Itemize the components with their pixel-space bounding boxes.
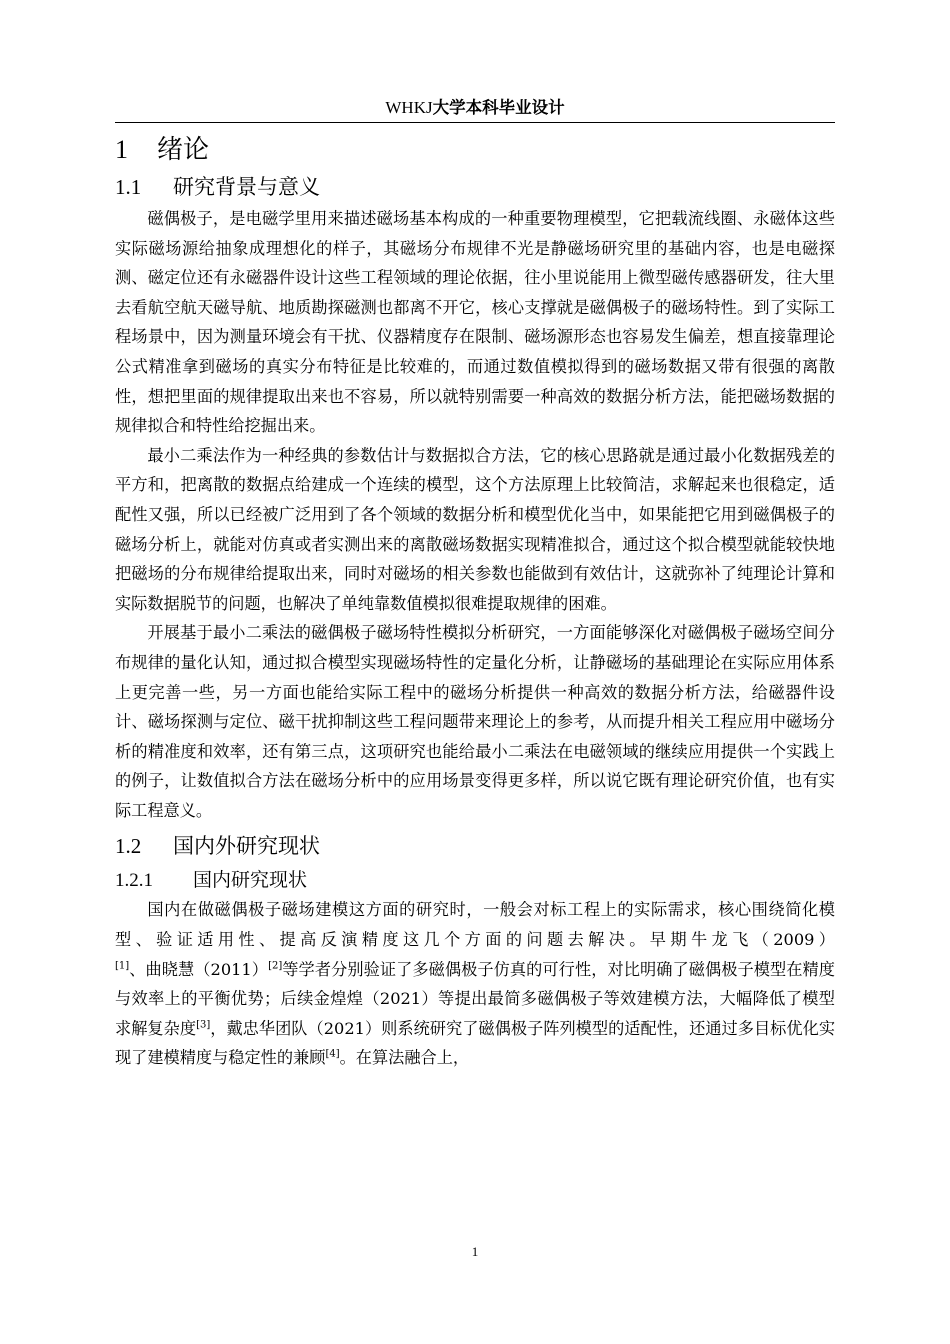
header-title: 大学本科毕业设计	[432, 98, 565, 117]
paragraph-domestic-research	[115, 895, 835, 1073]
section-title: 研究背景与意义	[173, 175, 320, 199]
citation: [1]	[115, 960, 130, 972]
section-heading-1-2	[115, 831, 835, 861]
text-run: 国内在做磁偶极子磁场建模这方面的研究时，一般会对标工程上的实际需求，核心围绕简化模型、验证适用性、提高反演精度这几个方面的问题去解决。早期牛龙飞（2009）	[115, 900, 835, 950]
page-number: 1	[471, 1244, 479, 1259]
chapter-number: 1	[115, 135, 128, 164]
chapter-title: 绪论	[157, 135, 210, 165]
section-number: 1.1	[115, 175, 142, 199]
text-run: 、曲晓慧（2011）	[129, 959, 269, 979]
paragraph-least-squares: 最小二乘法作为一种经典的参数估计与数据拟合方法，它的核心思路就是通过最小化数据残差的平方和，把离散的数据点给建成一个连续的模型，这个方法原理上比较简洁，求解起来也很稳定，适配性又强，所以已经被广泛用到了各个领域的数据分析和模型优化当中，如果能把它用到磁偶极子的磁场分析上，就能对仿真或者实测出来的离散磁场数据实现精准拟合，通过这个拟合模型就能较快地把磁场的分布规律给提取出来，同时对磁场的相关参数也能做到有效估计，这就弥补了纯理论计算和实际数据脱节的问题，也解决了单纯靠数值模拟很难提取规律的困难。	[115, 445, 835, 613]
chapter-heading	[115, 130, 835, 170]
paragraph-background: 磁偶极子，是电磁学里用来描述磁场基本构成的一种重要物理模型，它把载流线圈、永磁体这些实际磁场源给抽象成理想化的样子，其磁场分布规律不光是静磁场研究里的基础内容，也是电磁探测、磁定位还有永磁器件设计这些工程领域的理论依据，往小里说能用上微型磁传感器研发，往大里去看航空航天磁导航、地质勘探磁测也都离不开它，核心支撑就是磁偶极子的磁场特性。到了实际工程场景中，因为测量环境会有干扰、仪器精度存在限制、磁场源形态也容易发生偏差，想直接靠理论公式精准拿到磁场的真实分布特征是比较难的，而通过数值模拟得到的磁场数据又带有很强的离散性，想把里面的规律提取出来也不容易，所以就特别需要一种高效的数据分析方法，能把磁场数据的规律拟合和特性给挖掘出来。	[115, 209, 835, 436]
body-content	[115, 128, 835, 1073]
section-number: 1.2	[115, 834, 142, 859]
paragraph-significance: 开展基于最小二乘法的磁偶极子磁场特性模拟分析研究，一方面能够深化对磁偶极子磁场空间分布规律的量化认知，通过拟合模型实现磁场特性的定量化分析，让静磁场的基础理论在实际应用体系上更完善一些，另一方面也能给实际工程中的磁场分析提供一种高效的数据分析方法，给磁器件设计、磁场探测与定位、磁干扰抑制这些工程问题带来理论上的参考，从而提升相关工程应用中磁场分析的精准度和效率，还有第三点，这项研究也能给最小二乘法在电磁领域的继续应用提供一个实践上的例子，让数值拟合方法在磁场分析中的应用场景变得更多样，所以说它既有理论研究价值，也有实际工程意义。	[115, 623, 835, 820]
subsection-heading-1-2-1	[115, 865, 835, 895]
header-latin: WHKJ	[385, 98, 433, 117]
section-heading-1-1	[115, 172, 835, 202]
header-rule	[115, 122, 835, 123]
citation: [2]	[268, 960, 283, 972]
text-run: 。在算法融合上，	[339, 1048, 470, 1068]
text-run: 等学者分别验证了多磁偶极子仿真的可行性，对比明确了磁偶极子模型在精度与效率上的平衡优势；后续金煌煌（2021）等提出最简多磁偶极子等效建模方法，大幅降低了模型求解复杂度	[115, 959, 835, 1038]
subsection-title: 国内研究现状	[193, 869, 308, 892]
running-header	[115, 96, 835, 120]
text-run: ，戴忠华团队（2021）则系统研究了磁偶极子阵列模型的适配性，还通过多目标优化实现了建模精度与稳定性的兼顾	[115, 1018, 836, 1068]
citation: [3]	[196, 1019, 211, 1031]
subsection-number: 1.2.1	[115, 870, 153, 892]
section-title: 国内外研究现状	[173, 834, 320, 859]
citation: [4]	[325, 1049, 340, 1061]
